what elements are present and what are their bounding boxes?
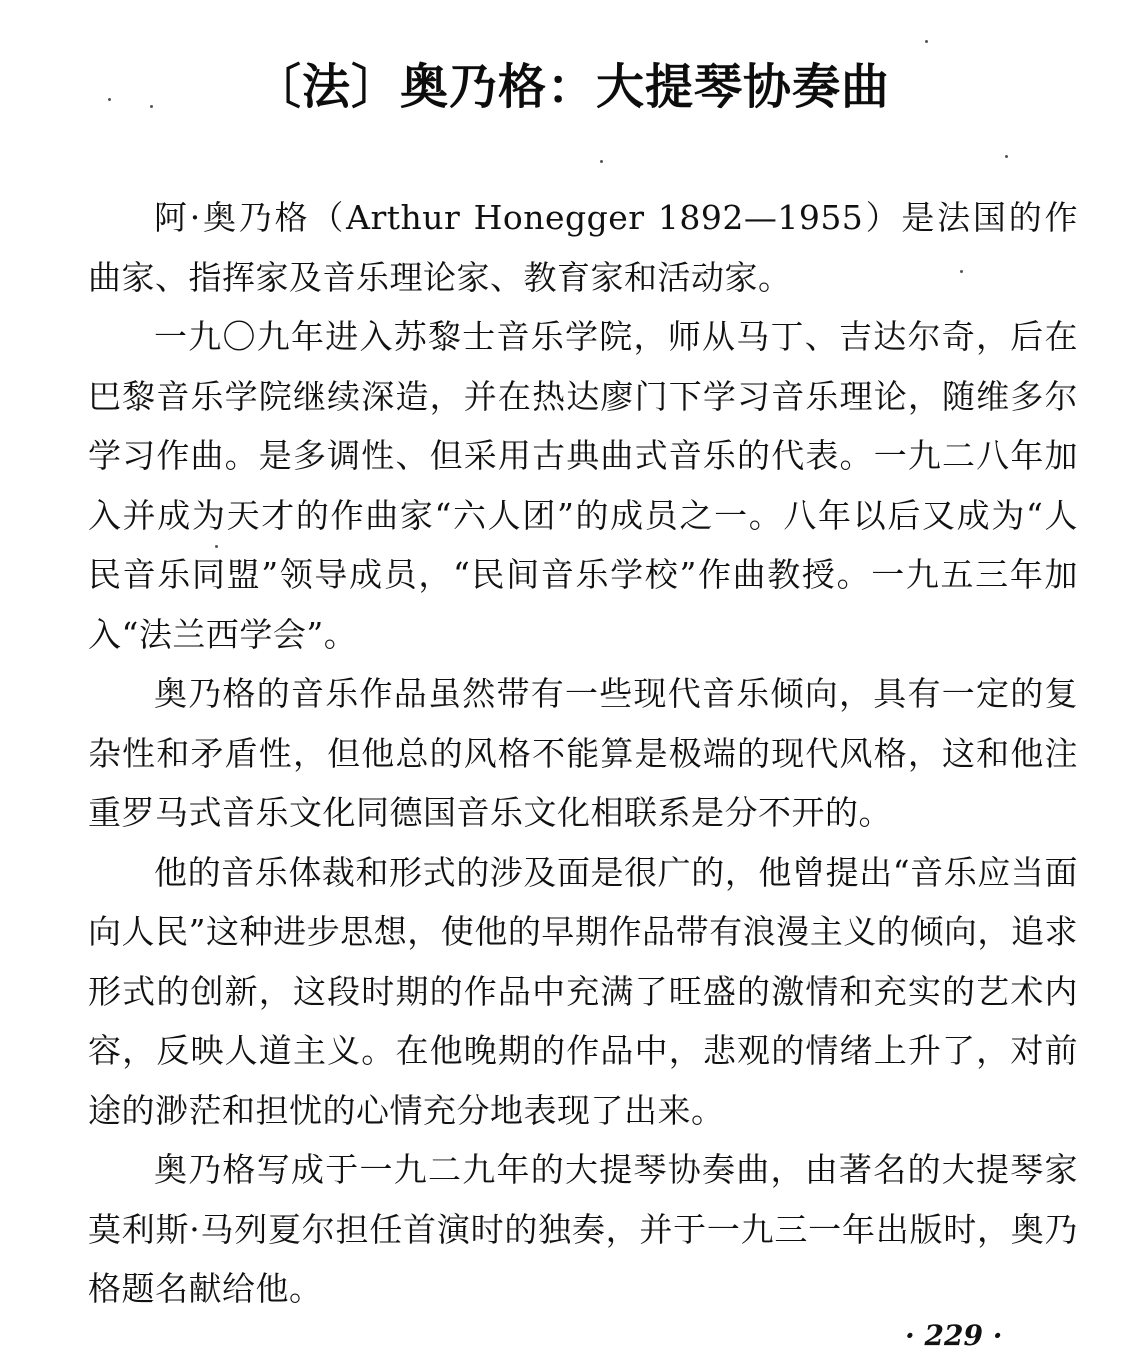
paragraph-concerto: 奥乃格写成于一九二九年的大提琴协奏曲，由著名的大提琴家莫利斯·马列夏尔担任首演时的独奏，并于一九三一年出版时，奥乃格题名献给他。 [88, 1150, 1078, 1308]
body-text [88, 188, 1078, 1319]
scan-speck [1005, 155, 1008, 158]
scan-speck [215, 545, 218, 548]
scan-speck [108, 98, 111, 101]
paragraph-education: 一九〇九年进入苏黎士音乐学院，师从马丁、吉达尔奇，后在巴黎音乐学院继续深造，并在热达廖门下学习音乐理论，随维多尔学习作曲。是多调性、但采用古典曲式音乐的代表。一九二八年加入并成为天才的作曲家“六人团”的成员之一。八年以后又成为“人民音乐同盟”领导成员，“民间音乐学校”作曲教授。一九五三年加入“法兰西学会”。 [88, 317, 1078, 654]
paragraph-works: 他的音乐体裁和形式的涉及面是很广的，他曾提出“音乐应当面向人民”这种进步思想，使他的早期作品带有浪漫主义的倾向，追求形式的创新，这段时期的作品中充满了旺盛的激情和充实的艺术内容，反映人道主义。在他晚期的作品中，悲观的情绪上升了，对前途的渺茫和担忧的心情充分地表现了出来。 [88, 852, 1078, 1130]
page-title: 〔法〕奥乃格：大提琴协奏曲 [252, 59, 890, 115]
paragraph-style: 奥乃格的音乐作品虽然带有一些现代音乐倾向，具有一定的复杂性和矛盾性，但他总的风格不能算是极端的现代风格，这和他注重罗马式音乐文化同德国音乐文化相联系是分不开的。 [88, 674, 1078, 832]
scan-speck [925, 40, 928, 43]
page-number: · 229 · [905, 1319, 1003, 1352]
scan-speck [150, 105, 153, 108]
scan-speck [600, 160, 603, 163]
paragraph-biography: 阿·奥乃格（Arthur Honegger 1892—1955）是法国的作曲家、指挥家及音乐理论家、教育家和活动家。 [88, 198, 1078, 297]
scan-speck [960, 270, 963, 273]
